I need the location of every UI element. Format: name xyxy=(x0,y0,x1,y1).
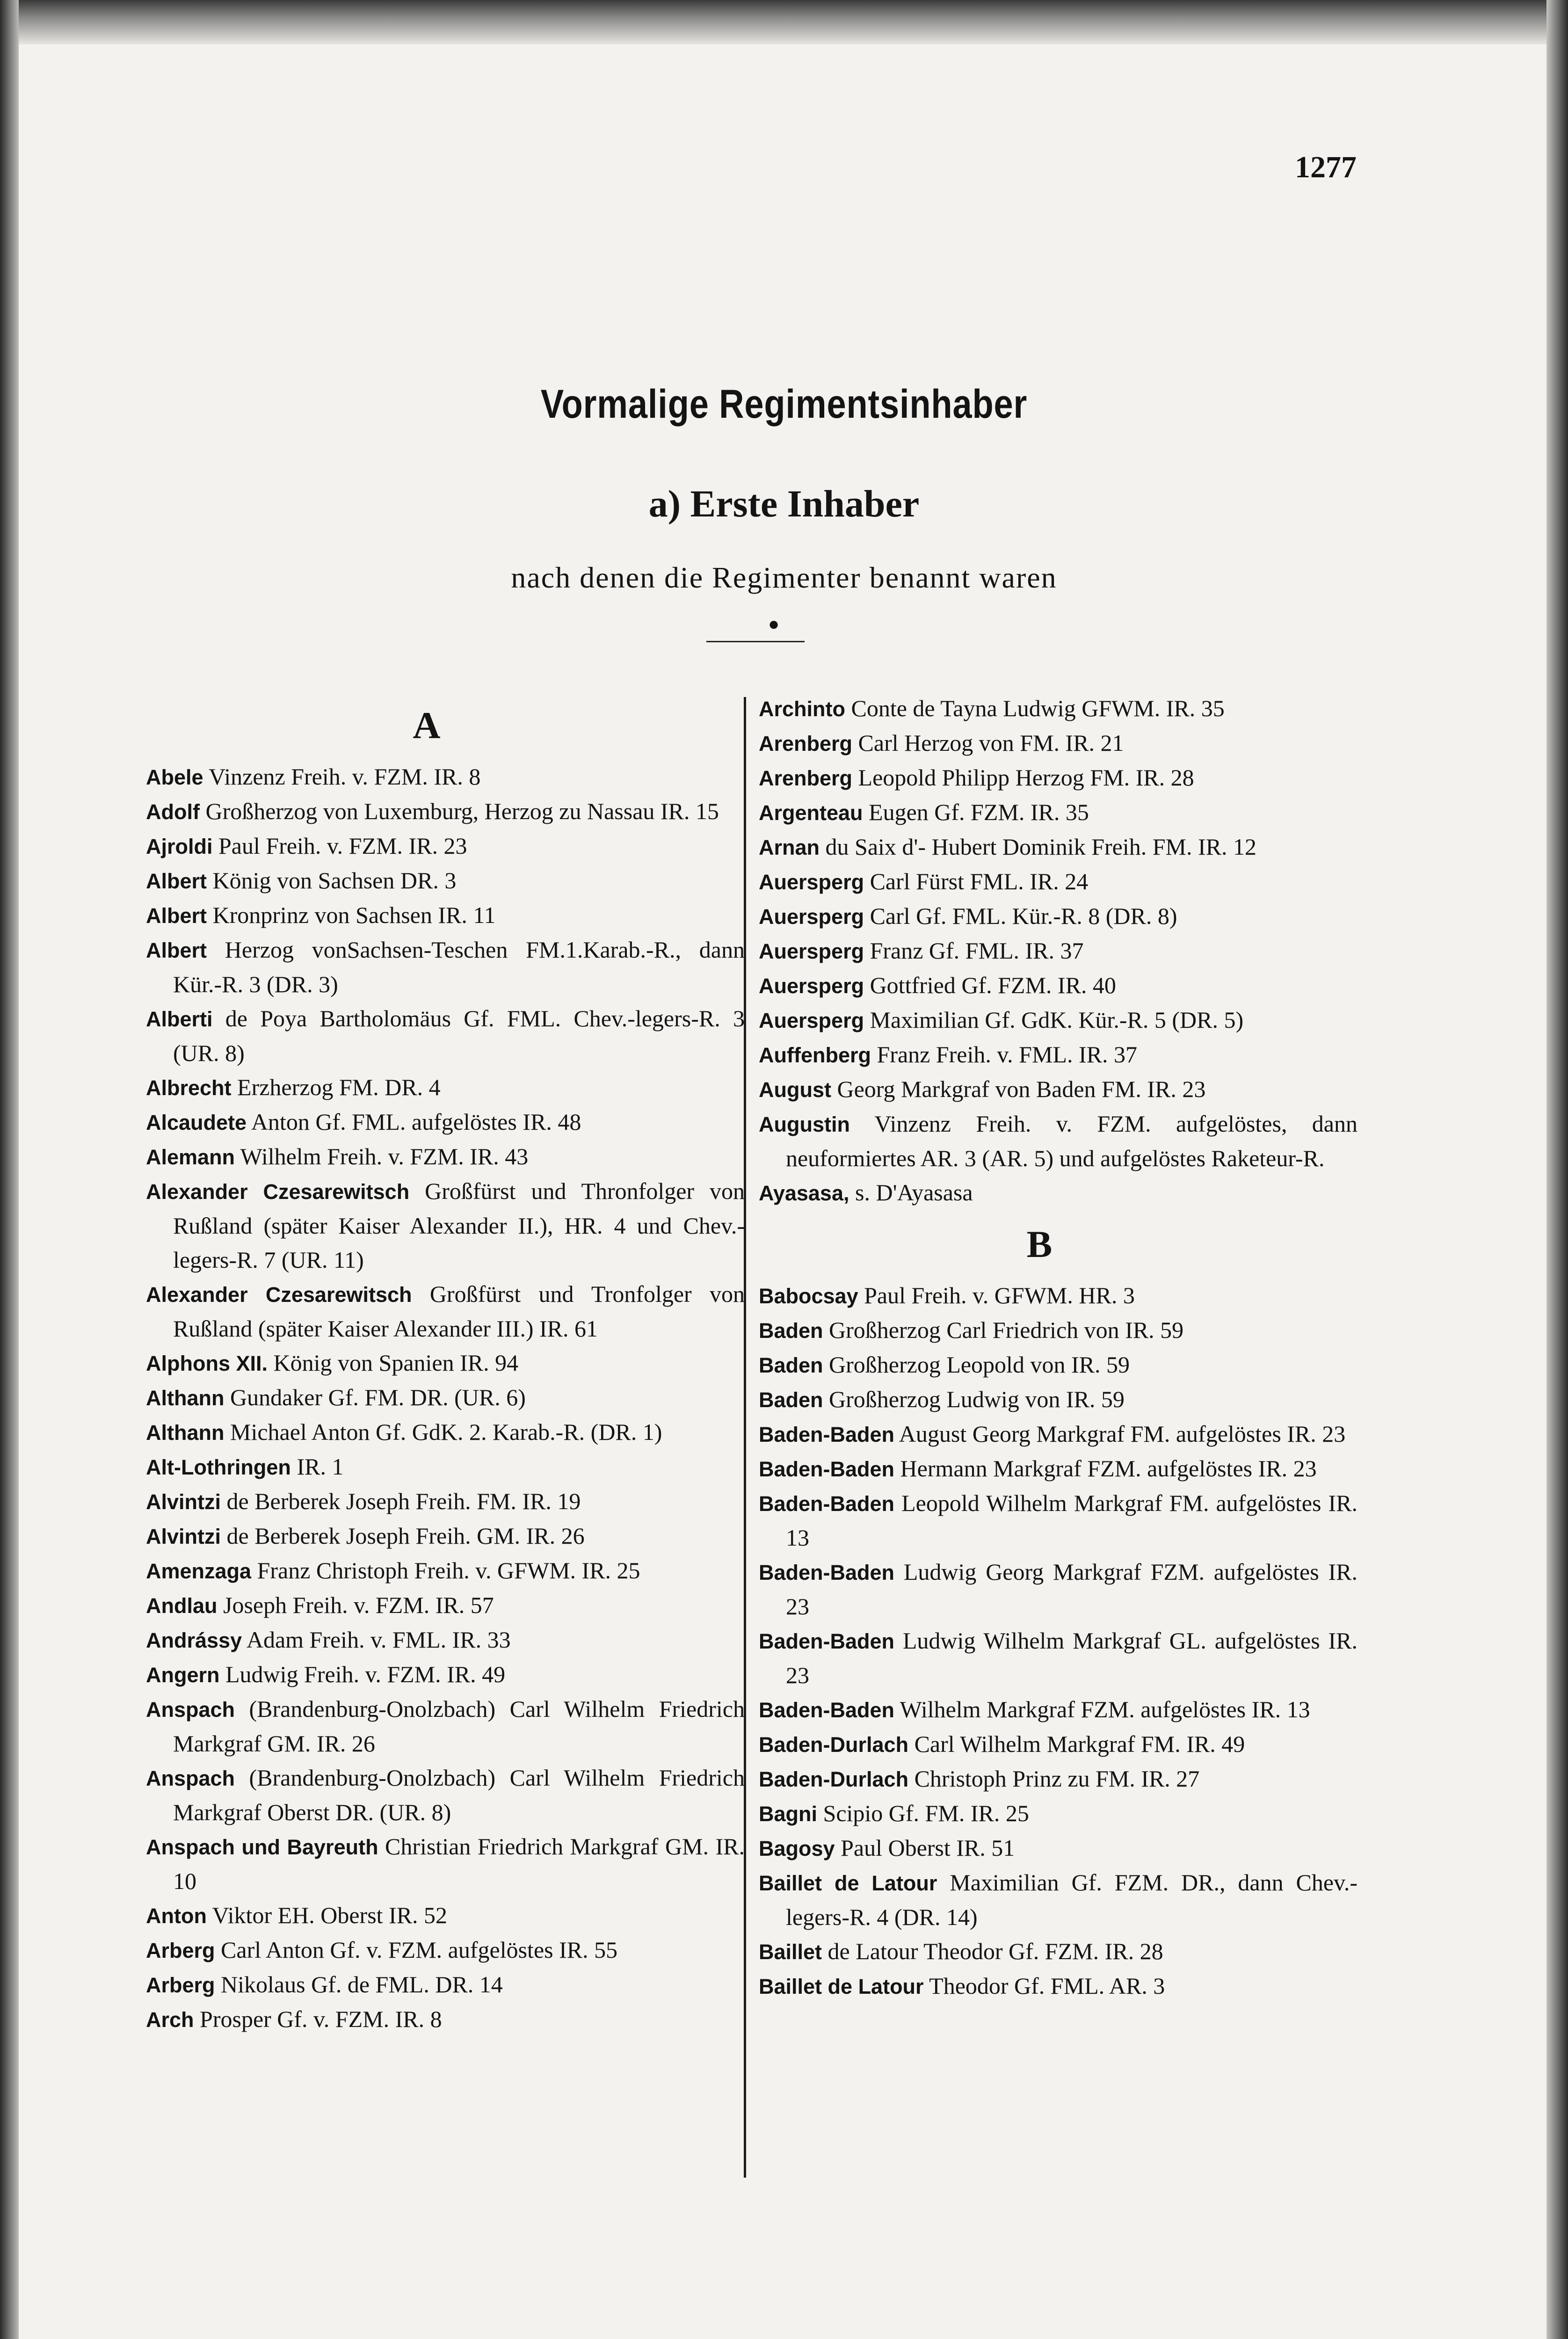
list-item xyxy=(146,864,745,898)
scan-edge-right xyxy=(1546,0,1568,2339)
entry-name: Anspach und Bayreuth xyxy=(146,1835,378,1859)
entry-details: Herzog vonSachsen-Teschen FM.1.Karab.-R., dann Kür.-R. 3 (DR. 3) xyxy=(173,937,745,997)
list-item xyxy=(146,1415,745,1450)
page-title: Vormalige Regimentsinhaber xyxy=(540,382,1028,427)
list-item xyxy=(759,1555,1357,1624)
entry-name: Abele xyxy=(146,765,203,789)
left-column xyxy=(146,691,745,2037)
entry-name: Albert xyxy=(146,938,207,962)
entry-name: Arnan xyxy=(759,835,820,859)
entry-name: Amenzaga xyxy=(146,1559,252,1583)
right-entry-list-top xyxy=(759,691,1357,1210)
entry-name: Alberti xyxy=(146,1007,213,1031)
entry-name: Anspach xyxy=(146,1698,235,1722)
list-item xyxy=(759,795,1357,830)
entry-details: Großherzog von Luxemburg, Herzog zu Nassau IR. 15 xyxy=(199,798,719,824)
entry-details: (Brandenburg-Onolzbach) Carl Wilhelm Friedrich Markgraf Oberst DR. (UR. 8) xyxy=(173,1765,745,1825)
entry-name: Baden-Durlach xyxy=(759,1733,909,1757)
list-item xyxy=(759,1452,1357,1486)
entry-details: de Berberek Joseph Freih. GM. IR. 26 xyxy=(221,1523,585,1549)
entry-name: Baden xyxy=(759,1319,823,1343)
list-item xyxy=(759,1831,1357,1866)
list-item xyxy=(759,968,1357,1003)
entry-name: Baden-Baden xyxy=(759,1492,895,1516)
entry-details: Carl Gf. FML. Kür.-R. 8 (DR. 8) xyxy=(864,903,1177,929)
list-item xyxy=(759,1107,1357,1176)
entry-details: Maximilian Gf. GdK. Kür.-R. 5 (DR. 5) xyxy=(864,1007,1244,1033)
entry-name: Arenberg xyxy=(759,732,853,755)
entry-details: Carl Anton Gf. v. FZM. aufgelöstes IR. 55 xyxy=(215,1937,618,1963)
list-item xyxy=(759,1278,1357,1313)
entry-name: Alvintzi xyxy=(146,1490,221,1514)
list-item xyxy=(146,1761,745,1830)
entry-details: Wilhelm Freih. v. FZM. IR. 43 xyxy=(235,1143,529,1170)
list-item xyxy=(146,1070,745,1105)
entry-details: Viktor EH. Oberst IR. 52 xyxy=(206,1902,448,1928)
entry-details: Georg Markgraf von Baden FM. IR. 23 xyxy=(831,1076,1206,1102)
list-item xyxy=(759,864,1357,899)
list-item xyxy=(759,1866,1357,1934)
entry-name: Anspach xyxy=(146,1766,235,1790)
list-item xyxy=(146,1105,745,1140)
entry-details: Großherzog Leopold von IR. 59 xyxy=(823,1351,1130,1378)
entry-name: Ajroldi xyxy=(146,835,213,858)
entry-name: Auffenberg xyxy=(759,1043,871,1067)
list-item xyxy=(146,1140,745,1174)
entry-name: Albert xyxy=(146,904,207,928)
right-column xyxy=(759,691,1357,2004)
list-item xyxy=(146,794,745,829)
entry-name: Baillet xyxy=(759,1940,822,1964)
list-item xyxy=(146,933,745,1002)
list-item xyxy=(146,1554,745,1588)
list-item xyxy=(146,1657,745,1692)
list-item xyxy=(759,1762,1357,1796)
entry-name: Alemann xyxy=(146,1145,235,1169)
list-item xyxy=(759,934,1357,968)
entry-name: Babocsay xyxy=(759,1284,858,1308)
entry-details: August Georg Markgraf FM. aufgelöstes IR. 23 xyxy=(894,1421,1346,1447)
entry-details: Franz Christoph Freih. v. GFWM. IR. 25 xyxy=(251,1557,640,1584)
entry-name: Alcaudete xyxy=(146,1111,247,1134)
entry-details: Kronprinz von Sachsen IR. 11 xyxy=(207,902,496,928)
list-item xyxy=(146,1898,745,1933)
entry-name: Baden-Baden xyxy=(759,1457,895,1481)
scan-edge-left xyxy=(0,0,19,2339)
section-subtitle: a) Erste Inhaber xyxy=(648,482,920,525)
entry-name: Alphons XII. xyxy=(146,1351,268,1375)
entry-details: de Latour Theodor Gf. FZM. IR. 28 xyxy=(822,1938,1163,1964)
entry-details: Christian Friedrich Markgraf GM. IR. 10 xyxy=(173,1833,745,1894)
entry-name: Archinto xyxy=(759,697,845,721)
entry-name: Albert xyxy=(146,869,207,893)
entry-details: Ludwig Wilhelm Markgraf GL. aufgelöstes IR. 23 xyxy=(786,1627,1357,1688)
ornament-icon: ● xyxy=(768,613,780,634)
entry-name: Alvintzi xyxy=(146,1525,221,1548)
entry-details: Franz Gf. FML. IR. 37 xyxy=(864,937,1084,964)
entry-name: Auersperg xyxy=(759,1009,864,1032)
list-item xyxy=(146,1968,745,2002)
list-item xyxy=(146,1002,745,1070)
entry-details: Christoph Prinz zu FM. IR. 27 xyxy=(908,1765,1200,1792)
section-letter-a: A xyxy=(413,704,441,747)
list-item xyxy=(146,1346,745,1380)
entry-details: Adam Freih. v. FML. IR. 33 xyxy=(242,1627,511,1653)
entry-details: Paul Freih. v. GFWM. HR. 3 xyxy=(858,1282,1135,1308)
scan-edge-top xyxy=(0,0,1568,44)
list-item xyxy=(146,2002,745,2037)
entry-details: Carl Wilhelm Markgraf FM. IR. 49 xyxy=(908,1731,1245,1757)
entry-name: Alexander Czesarewitsch xyxy=(146,1283,412,1307)
entry-name: Auersperg xyxy=(759,905,864,929)
entry-name: Baden-Baden xyxy=(759,1423,895,1446)
entry-details: Vinzenz Freih. v. FZM. aufgelöstes, dann neuformiertes AR. 3 (AR. 5) und aufgelöstes Raketeur-R. xyxy=(786,1111,1357,1171)
page-number: 1277 xyxy=(1295,150,1357,184)
section-description: nach denen die Regimenter benannt waren xyxy=(511,561,1057,594)
entry-details: Theodor Gf. FML. AR. 3 xyxy=(923,1973,1165,1999)
list-item xyxy=(759,1072,1357,1107)
left-entry-list xyxy=(146,760,745,2037)
entry-name: Auersperg xyxy=(759,870,864,894)
entry-name: Andlau xyxy=(146,1594,218,1618)
entry-details: Nikolaus Gf. de FML. DR. 14 xyxy=(215,1971,503,1998)
list-item xyxy=(759,1796,1357,1831)
list-item xyxy=(146,1830,745,1898)
entry-name: Ayasasa, xyxy=(759,1181,849,1205)
entry-details: Großfürst und Tronfolger von Rußland (später Kaiser Alexander III.) IR. 61 xyxy=(173,1281,745,1342)
list-item xyxy=(146,1588,745,1623)
entry-details: Anton Gf. FML. aufgelöstes IR. 48 xyxy=(247,1109,581,1135)
entry-name: Albrecht xyxy=(146,1076,232,1100)
list-item xyxy=(146,1623,745,1657)
entry-details: Erzherzog FM. DR. 4 xyxy=(231,1074,441,1100)
list-item xyxy=(146,1519,745,1554)
entry-name: Althann xyxy=(146,1421,225,1445)
entry-name: Bagosy xyxy=(759,1837,835,1860)
entry-details: Carl Fürst FML. IR. 24 xyxy=(864,868,1089,894)
section-letter-b: B xyxy=(1026,1223,1053,1265)
entry-name: Baden-Baden xyxy=(759,1698,895,1722)
entry-name: Baden-Baden xyxy=(759,1561,895,1584)
entry-details: Gottfried Gf. FZM. IR. 40 xyxy=(864,972,1116,998)
list-item xyxy=(146,760,745,794)
list-item xyxy=(759,1176,1357,1210)
entry-name: Auersperg xyxy=(759,939,864,963)
entry-name: Baden-Durlach xyxy=(759,1767,909,1791)
entry-details: s. D'Ayasasa xyxy=(849,1179,973,1206)
right-entry-list-bottom xyxy=(759,1278,1357,2004)
entry-details: Michael Anton Gf. GdK. 2. Karab.-R. (DR. 1) xyxy=(224,1419,662,1445)
entry-details: Leopold Wilhelm Markgraf FM. aufgelöstes IR. 13 xyxy=(786,1490,1357,1551)
entry-details: Vinzenz Freih. v. FZM. IR. 8 xyxy=(203,763,481,790)
list-item xyxy=(759,1038,1357,1072)
entry-details: du Saix d'- Hubert Dominik Freih. FM. IR. 12 xyxy=(820,834,1256,860)
list-item xyxy=(759,1934,1357,1969)
entry-name: Anton xyxy=(146,1904,207,1928)
entry-name: Auersperg xyxy=(759,974,864,998)
list-item xyxy=(759,726,1357,761)
entry-details: Maximilian Gf. FZM. DR., dann Chev.-legers-R. 4 (DR. 14) xyxy=(786,1869,1357,1930)
entry-name: Alt-Lothringen xyxy=(146,1455,291,1479)
list-item xyxy=(146,1450,745,1484)
entry-name: Althann xyxy=(146,1386,225,1410)
ornament-rule xyxy=(706,641,805,642)
entry-name: Baden-Baden xyxy=(759,1629,895,1653)
list-item xyxy=(759,1417,1357,1452)
list-item xyxy=(759,1348,1357,1382)
list-item xyxy=(759,830,1357,864)
entry-details: Großfürst und Thronfolger von Rußland (später Kaiser Alexander II.), HR. 4 und Chev.-legers-R. 7 (UR. 11) xyxy=(173,1178,745,1273)
list-item xyxy=(759,1624,1357,1693)
entry-details: de Poya Bartholomäus Gf. FML. Chev.-legers-R. 3 (UR. 8) xyxy=(173,1005,745,1066)
entry-name: Adolf xyxy=(146,800,200,824)
entry-name: Baillet de Latour xyxy=(759,1871,937,1895)
entry-name: Alexander Czesarewitsch xyxy=(146,1180,410,1204)
entry-details: Conte de Tayna Ludwig GFWM. IR. 35 xyxy=(845,695,1225,721)
list-item xyxy=(759,761,1357,795)
entry-name: Baillet de Latour xyxy=(759,1975,924,1998)
list-item xyxy=(146,1380,745,1415)
entry-details: Leopold Philipp Herzog FM. IR. 28 xyxy=(852,764,1194,791)
entry-name: Arberg xyxy=(146,1973,215,1997)
entry-name: August xyxy=(759,1078,831,1102)
entry-name: Augustin xyxy=(759,1112,850,1136)
entry-name: Baden xyxy=(759,1353,823,1377)
entry-details: König von Spanien IR. 94 xyxy=(268,1350,519,1376)
list-item xyxy=(146,1484,745,1519)
list-item xyxy=(759,1969,1357,2004)
list-item xyxy=(146,898,745,933)
entry-name: Arenberg xyxy=(759,766,853,790)
entry-details: Paul Freih. v. FZM. IR. 23 xyxy=(212,833,467,859)
entry-details: Joseph Freih. v. FZM. IR. 57 xyxy=(217,1592,494,1618)
entry-details: (Brandenburg-Onolzbach) Carl Wilhelm Friedrich Markgraf GM. IR. 26 xyxy=(173,1696,745,1757)
entry-details: Scipio Gf. FM. IR. 25 xyxy=(817,1800,1029,1826)
entry-name: Andrássy xyxy=(146,1628,242,1652)
entry-details: Franz Freih. v. FML. IR. 37 xyxy=(871,1041,1137,1068)
entry-details: de Berberek Joseph Freih. FM. IR. 19 xyxy=(221,1488,581,1514)
entry-name: Angern xyxy=(146,1663,220,1687)
list-item xyxy=(146,1174,745,1277)
entry-details: Großherzog Carl Friedrich von IR. 59 xyxy=(823,1317,1184,1343)
list-item xyxy=(146,829,745,864)
entry-details: Gundaker Gf. FM. DR. (UR. 6) xyxy=(224,1384,526,1410)
entry-name: Argenteau xyxy=(759,801,863,825)
list-item xyxy=(146,1692,745,1761)
entry-name: Baden xyxy=(759,1388,823,1412)
entry-details: Prosper Gf. v. FZM. IR. 8 xyxy=(194,2006,442,2032)
entry-details: Carl Herzog von FM. IR. 21 xyxy=(852,730,1124,756)
list-item xyxy=(759,899,1357,934)
list-item xyxy=(759,691,1357,726)
list-item xyxy=(759,1003,1357,1038)
list-item xyxy=(759,1727,1357,1762)
list-item xyxy=(146,1933,745,1968)
entry-details: IR. 1 xyxy=(290,1453,344,1480)
list-item xyxy=(759,1313,1357,1348)
entry-details: Großherzog Ludwig von IR. 59 xyxy=(823,1386,1125,1412)
entry-details: Ludwig Freih. v. FZM. IR. 49 xyxy=(219,1661,506,1687)
entry-details: Hermann Markgraf FZM. aufgelöstes IR. 23 xyxy=(894,1455,1317,1482)
entry-name: Bagni xyxy=(759,1802,818,1826)
list-item xyxy=(759,1382,1357,1417)
list-item xyxy=(146,1277,745,1346)
entry-details: Paul Oberst IR. 51 xyxy=(835,1835,1015,1861)
list-item xyxy=(759,1693,1357,1727)
entry-name: Arch xyxy=(146,2008,194,2032)
entry-details: Eugen Gf. FZM. IR. 35 xyxy=(863,799,1089,825)
entry-name: Arberg xyxy=(146,1939,215,1962)
entry-details: Ludwig Georg Markgraf FZM. aufgelöstes IR. 23 xyxy=(786,1559,1357,1620)
list-item xyxy=(759,1486,1357,1555)
entry-details: König von Sachsen DR. 3 xyxy=(207,867,457,893)
entry-details: Wilhelm Markgraf FZM. aufgelöstes IR. 13 xyxy=(894,1696,1310,1722)
